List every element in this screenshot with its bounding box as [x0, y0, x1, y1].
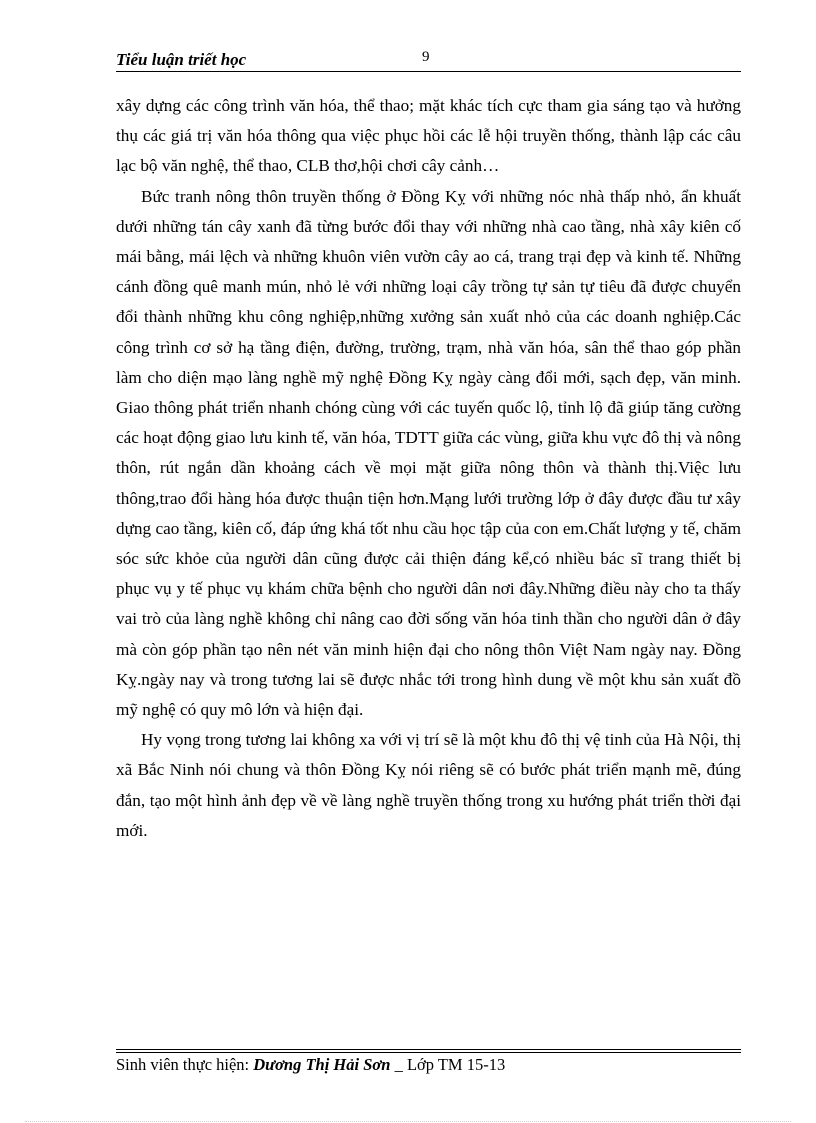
page-number: 9	[422, 49, 430, 65]
student-name: Dương Thị Hải Sơn	[253, 1055, 391, 1074]
class-info: Lớp TM 15-13	[406, 1055, 506, 1074]
page-header	[116, 46, 741, 74]
header-title: Tiểu luận triết học	[116, 50, 247, 69]
page-edge-divider	[25, 1121, 791, 1122]
page-footer	[116, 1055, 505, 1075]
footer-divider-thick	[116, 1049, 741, 1050]
footer-separator: _	[394, 1055, 403, 1074]
footer-divider-thin	[116, 1052, 741, 1053]
paragraph-future-hope: Hy vọng trong tương lai không xa với vị trí sẽ là một khu đô thị vệ tinh của Hà Nội, thị xã Bắc Ninh nói chung và thôn Đồng Kỵ nói riêng sẽ có bước phát triển mạnh mẽ, đúng đắn, tạo một hình ảnh đẹp về về làng nghề truyền thống trong xu hướng phát triển thời đại mới.	[116, 730, 741, 840]
paragraph-continuation: xây dựng các công trình văn hóa, thể thao; mặt khác tích cực tham gia sáng tạo và hưởng thụ các giá trị văn hóa thông qua việc phục hồi các lễ hội truyền thống, thành lập các câu lạc bộ văn nghệ, thể thao, CLB thơ,hội chơi cây cảnh…	[116, 96, 741, 176]
paragraph-dong-ky-landscape: Bức tranh nông thôn truyền thống ở Đồng Kỵ với những nóc nhà thấp nhỏ, ẩn khuất dưới những tán cây xanh đã từng bước đổi thay với những nhà cao tầng, nhà xây kiên cố mái bằng, mái lệch và những khuôn viên vườn cây ao cá, trang trại đẹp và kinh tế. Những cánh đồng quê manh mún, nhỏ lẻ với những loại cây trồng tự sản tự tiêu đã được chuyển đổi thành những khu công nghiệp,những xưởng sản xuất nhỏ của các doanh nghiệp.Các công trình cơ sở hạ tầng điện, đường, trường, trạm, nhà văn hóa, sân thể thao góp phần làm cho diện mạo làng nghề mỹ nghệ Đồng Kỵ ngày càng đổi mới, sạch đẹp, văn minh. Giao thông phát triển nhanh chóng cùng với các tuyến quốc lộ, tỉnh lộ đã giúp tăng cường các hoạt động giao lưu kinh tế, văn hóa, TDTT giữa các vùng, giữa khu vực đô thị và nông thôn, rút ngắn dần khoảng cách về mọi mặt giữa nông thôn và thành thị.Việc lưu thông,trao đổi hàng hóa được thuận tiện hơn.Mạng lưới trường lớp ở đây được đầu tư xây dựng cao tầng, kiên cố, đáp ứng khá tốt nhu cầu học tập của con em.Chất lượng y tế, chăm sóc sức khỏe của người dân cũng được cải thiện đáng kể,có nhiều bác sĩ trang thiết bị phục vụ y tế phục vụ khám chữa bệnh cho người dân nơi đây.Những điều này cho ta thấy vai trò của làng nghề không chỉ nâng cao đời sống văn hóa tinh thần cho người dân ở đây mà còn góp phần tạo nên nét văn minh hiện đại cho nông thôn Việt Nam ngày nay. Đồng Kỵ.ngày nay và trong tương lai sẽ được nhắc tới trong hình dung về một khu sản xuất đồ mỹ nghệ có quy mô lớn và hiện đại.	[116, 186, 741, 720]
document-body	[116, 91, 741, 846]
footer-label: Sinh viên thực hiện:	[116, 1055, 250, 1074]
header-divider	[116, 71, 741, 72]
